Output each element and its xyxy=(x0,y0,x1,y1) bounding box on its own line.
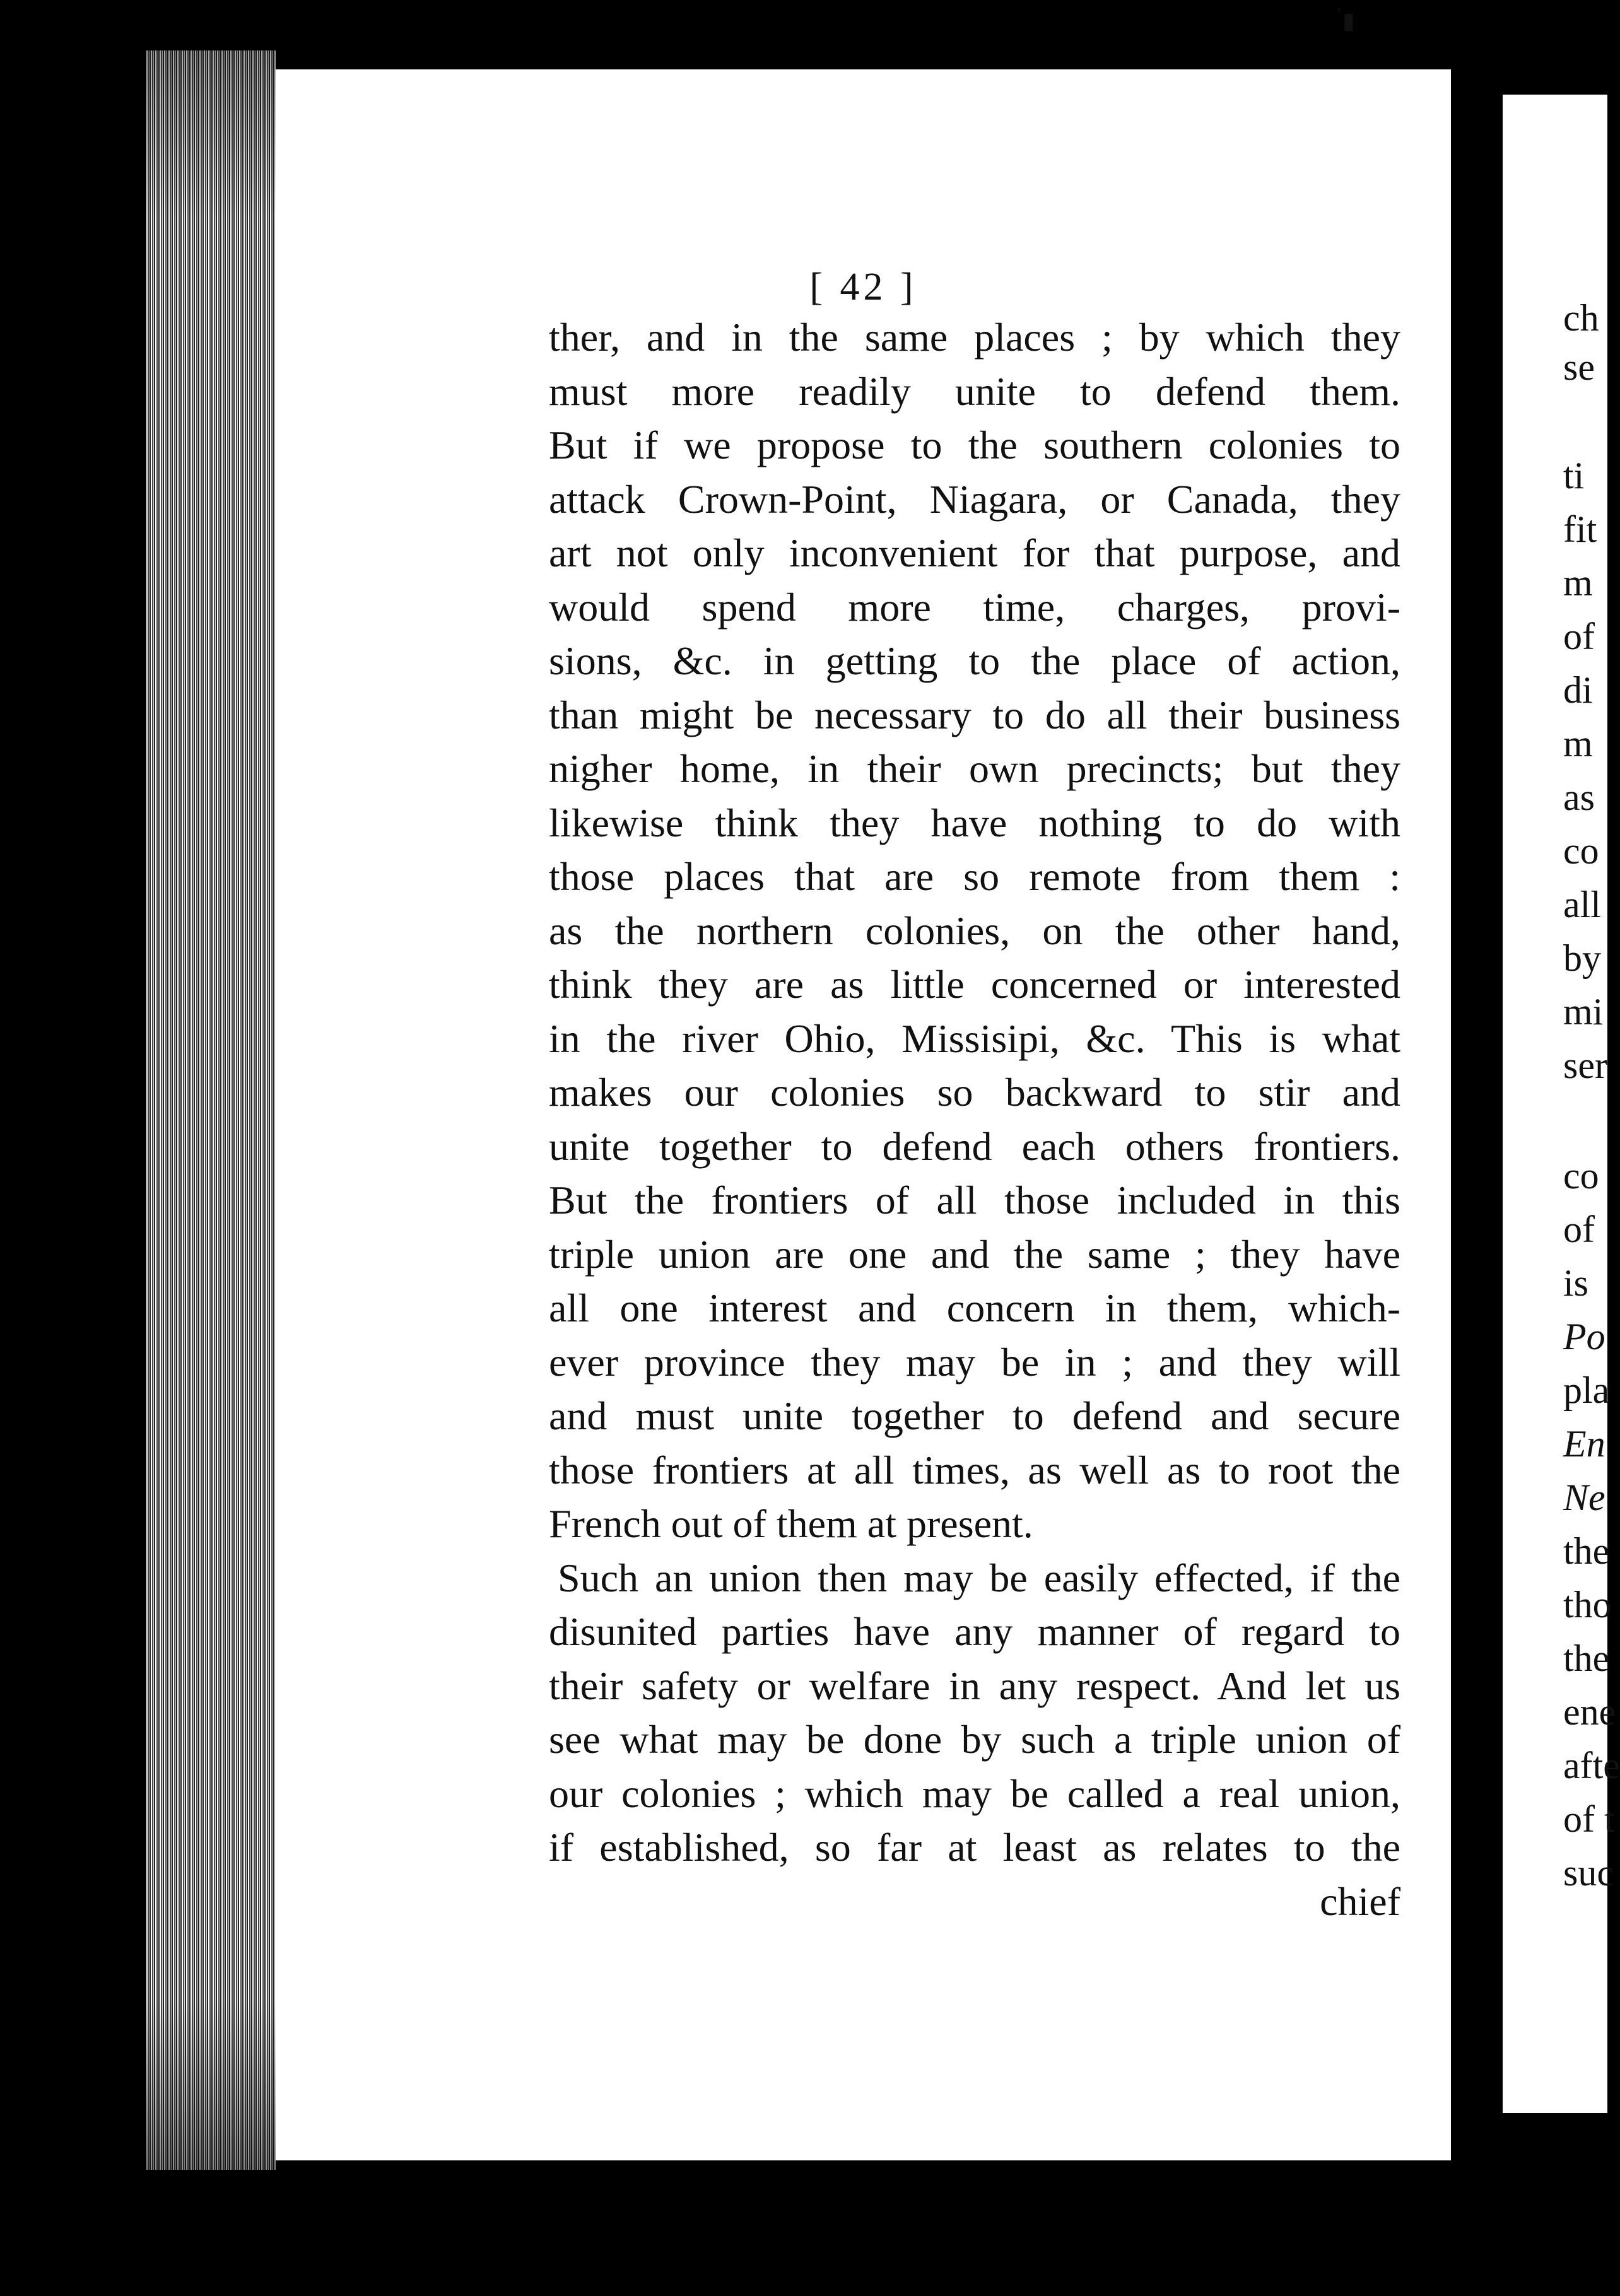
facing-fragment: of xyxy=(1563,616,1595,657)
text-line: nigher home, in their own precincts; but they xyxy=(549,746,1400,791)
text-line: think they are as little concerned or interested xyxy=(549,962,1400,1007)
text-line: would spend more time, charges, provi- xyxy=(549,584,1400,630)
catchword: chief xyxy=(1320,1878,1400,1924)
gutter xyxy=(1451,69,1503,2151)
text-line: ever province they may be in ; and they will xyxy=(549,1339,1400,1385)
text-line: art not only inconvenient for that purpose, and xyxy=(549,530,1400,575)
text-line: sions, &c. in getting to the place of action, xyxy=(549,638,1400,683)
facing-fragment: of xyxy=(1563,1209,1595,1250)
text-line: those places that are so remote from them : xyxy=(549,854,1400,899)
page-edges-shadow xyxy=(146,50,276,2170)
facing-fragment: m xyxy=(1563,723,1593,764)
facing-fragment: ch xyxy=(1563,297,1599,339)
text-line: Such an union then may be easily effected, if the xyxy=(558,1555,1400,1600)
facing-fragment: is xyxy=(1563,1262,1589,1304)
facing-fragment: all xyxy=(1563,884,1601,925)
facing-fragment: co xyxy=(1563,830,1599,872)
facing-fragment: m xyxy=(1563,562,1593,604)
text-line: must more readily unite to defend them. xyxy=(549,368,1400,414)
scan-mark: ▮ xyxy=(1342,8,1355,33)
facing-fragment: as xyxy=(1563,776,1595,818)
facing-fragment: pla xyxy=(1563,1369,1610,1411)
text-line: if established, so far at least as relates to the xyxy=(549,1825,1400,1870)
facing-fragment: Po xyxy=(1563,1316,1605,1357)
page-body xyxy=(549,310,1400,1928)
scan-mark-2: ' xyxy=(1337,5,1341,25)
facing-fragment: fit xyxy=(1563,508,1597,550)
page-number: [ 42 ] xyxy=(809,266,917,308)
facing-fragment: by xyxy=(1563,937,1601,979)
text-line: those frontiers at all times, as well as to root the xyxy=(549,1447,1400,1492)
text-line: makes our colonies so backward to stir and xyxy=(549,1070,1400,1115)
facing-fragment: suc xyxy=(1563,1852,1614,1894)
text-line: But if we propose to the southern colonies to xyxy=(549,423,1400,467)
facing-fragment: co xyxy=(1563,1155,1599,1197)
text-line: than might be necessary to do all their business xyxy=(549,692,1400,737)
facing-fragment: se xyxy=(1563,346,1595,388)
text-line: our colonies ; which may be called a real union, xyxy=(549,1771,1400,1816)
facing-fragment: afte xyxy=(1563,1745,1620,1786)
text-line: ther, and in the same places ; by which they xyxy=(549,315,1400,360)
text-line: likewise think they have nothing to do with xyxy=(549,800,1400,845)
text-line: see what may be done by such a triple union of xyxy=(549,1717,1400,1762)
text-line: triple union are one and the same ; they have xyxy=(549,1231,1400,1277)
facing-fragment: ser xyxy=(1563,1045,1607,1086)
facing-fragment: tho xyxy=(1563,1584,1612,1625)
facing-fragment: En xyxy=(1563,1423,1605,1465)
facing-fragment: the xyxy=(1563,1530,1610,1572)
text-line: as the northern colonies, on the other hand, xyxy=(549,908,1400,953)
text-line: and must unite together to defend and secure xyxy=(549,1393,1400,1438)
facing-fragment: ene xyxy=(1563,1691,1616,1733)
facing-fragment: di xyxy=(1563,669,1593,711)
facing-fragment: mi xyxy=(1563,991,1604,1033)
facing-fragment: the xyxy=(1563,1637,1610,1679)
text-line: in the river Ohio, Missisipi, &c. This is what xyxy=(549,1016,1400,1061)
facing-fragment: Ne xyxy=(1563,1477,1605,1518)
text-line: all one interest and concern in them, which- xyxy=(549,1286,1400,1330)
text-line: their safety or welfare in any respect. And let us xyxy=(549,1663,1400,1708)
facing-fragment: ti xyxy=(1563,455,1585,496)
text-line: disunited parties have any manner of regard to xyxy=(549,1609,1400,1654)
facing-fragment: of t xyxy=(1563,1798,1615,1840)
text-line: But the frontiers of all those included in this xyxy=(549,1178,1400,1222)
text-line: unite together to defend each others frontiers. xyxy=(549,1123,1400,1169)
text-line: attack Crown-Point, Niagara, or Canada, they xyxy=(549,476,1400,522)
text-line: French out of them at present. xyxy=(549,1501,1033,1546)
